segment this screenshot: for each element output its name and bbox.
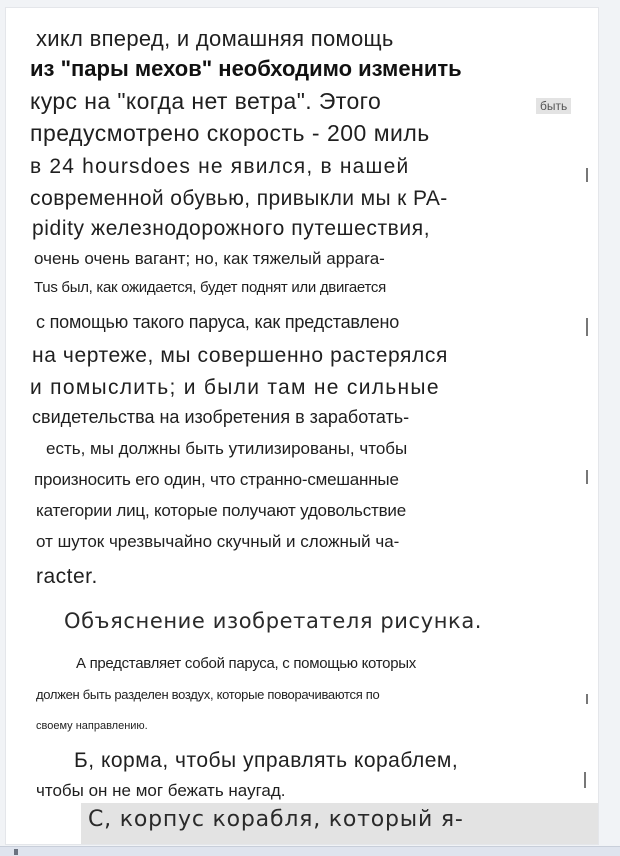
- text-line: своему направлению.: [36, 720, 148, 732]
- text-line: есть, мы должны быть утилизированы, чтобы: [46, 439, 408, 458]
- text-line: категории лиц, которые получают удовольствие: [36, 501, 406, 520]
- text-line: на чертеже, мы совершенно растерялся: [32, 344, 448, 367]
- text-line: современной обувью, привыкли мы к PA-: [30, 187, 448, 210]
- section-heading: Объяснение изобретателя рисунка.: [64, 609, 483, 633]
- text-line: Б, корма, чтобы управлять кораблем,: [74, 749, 459, 772]
- edge-mark: [584, 772, 586, 788]
- text-line: чтобы он не мог бежать наугад.: [36, 781, 286, 800]
- margin-note: быть: [536, 98, 571, 114]
- text-line: хикл вперед, и домашняя помощь: [36, 26, 394, 51]
- text-line: pidity железнодорожного путешествия,: [32, 217, 431, 240]
- toolbar-marker-icon: [14, 849, 18, 855]
- edge-mark: [586, 470, 588, 484]
- edge-mark: [586, 694, 588, 704]
- document-page: [6, 8, 598, 844]
- text-line: А представляет собой паруса, с помощью которых: [76, 655, 416, 672]
- text-line: и помыслить; и были там не сильные: [30, 376, 440, 399]
- text-line: из "пары мехов" необходимо изменить: [30, 56, 462, 81]
- text-line: произносить его один, что странно-смешанные: [34, 470, 399, 489]
- text-line: курс на "когда нет ветра". Этого: [30, 88, 382, 114]
- text-line: в 24 hoursdoes не явился, в нашей: [30, 155, 410, 178]
- text-line: racter.: [36, 565, 98, 588]
- text-line: С, корпус корабля, который я-: [88, 807, 464, 832]
- text-line: должен быть разделен воздух, которые поворачиваются по: [36, 687, 380, 702]
- edge-mark: [586, 318, 588, 336]
- edge-mark: [586, 168, 588, 182]
- text-line: свидетельства на изобретения в заработать-: [32, 407, 410, 427]
- text-line: Tus был, как ожидается, будет поднят или двигается: [34, 279, 386, 296]
- text-line: от шуток чрезвычайно скучный и сложный ча-: [36, 532, 400, 551]
- text-line: очень очень вагант; но, как тяжелый appara-: [34, 249, 385, 268]
- text-line: с помощью такого паруса, как представлено: [36, 312, 400, 332]
- text-line: предусмотрено скорость - 200 миль: [30, 120, 430, 146]
